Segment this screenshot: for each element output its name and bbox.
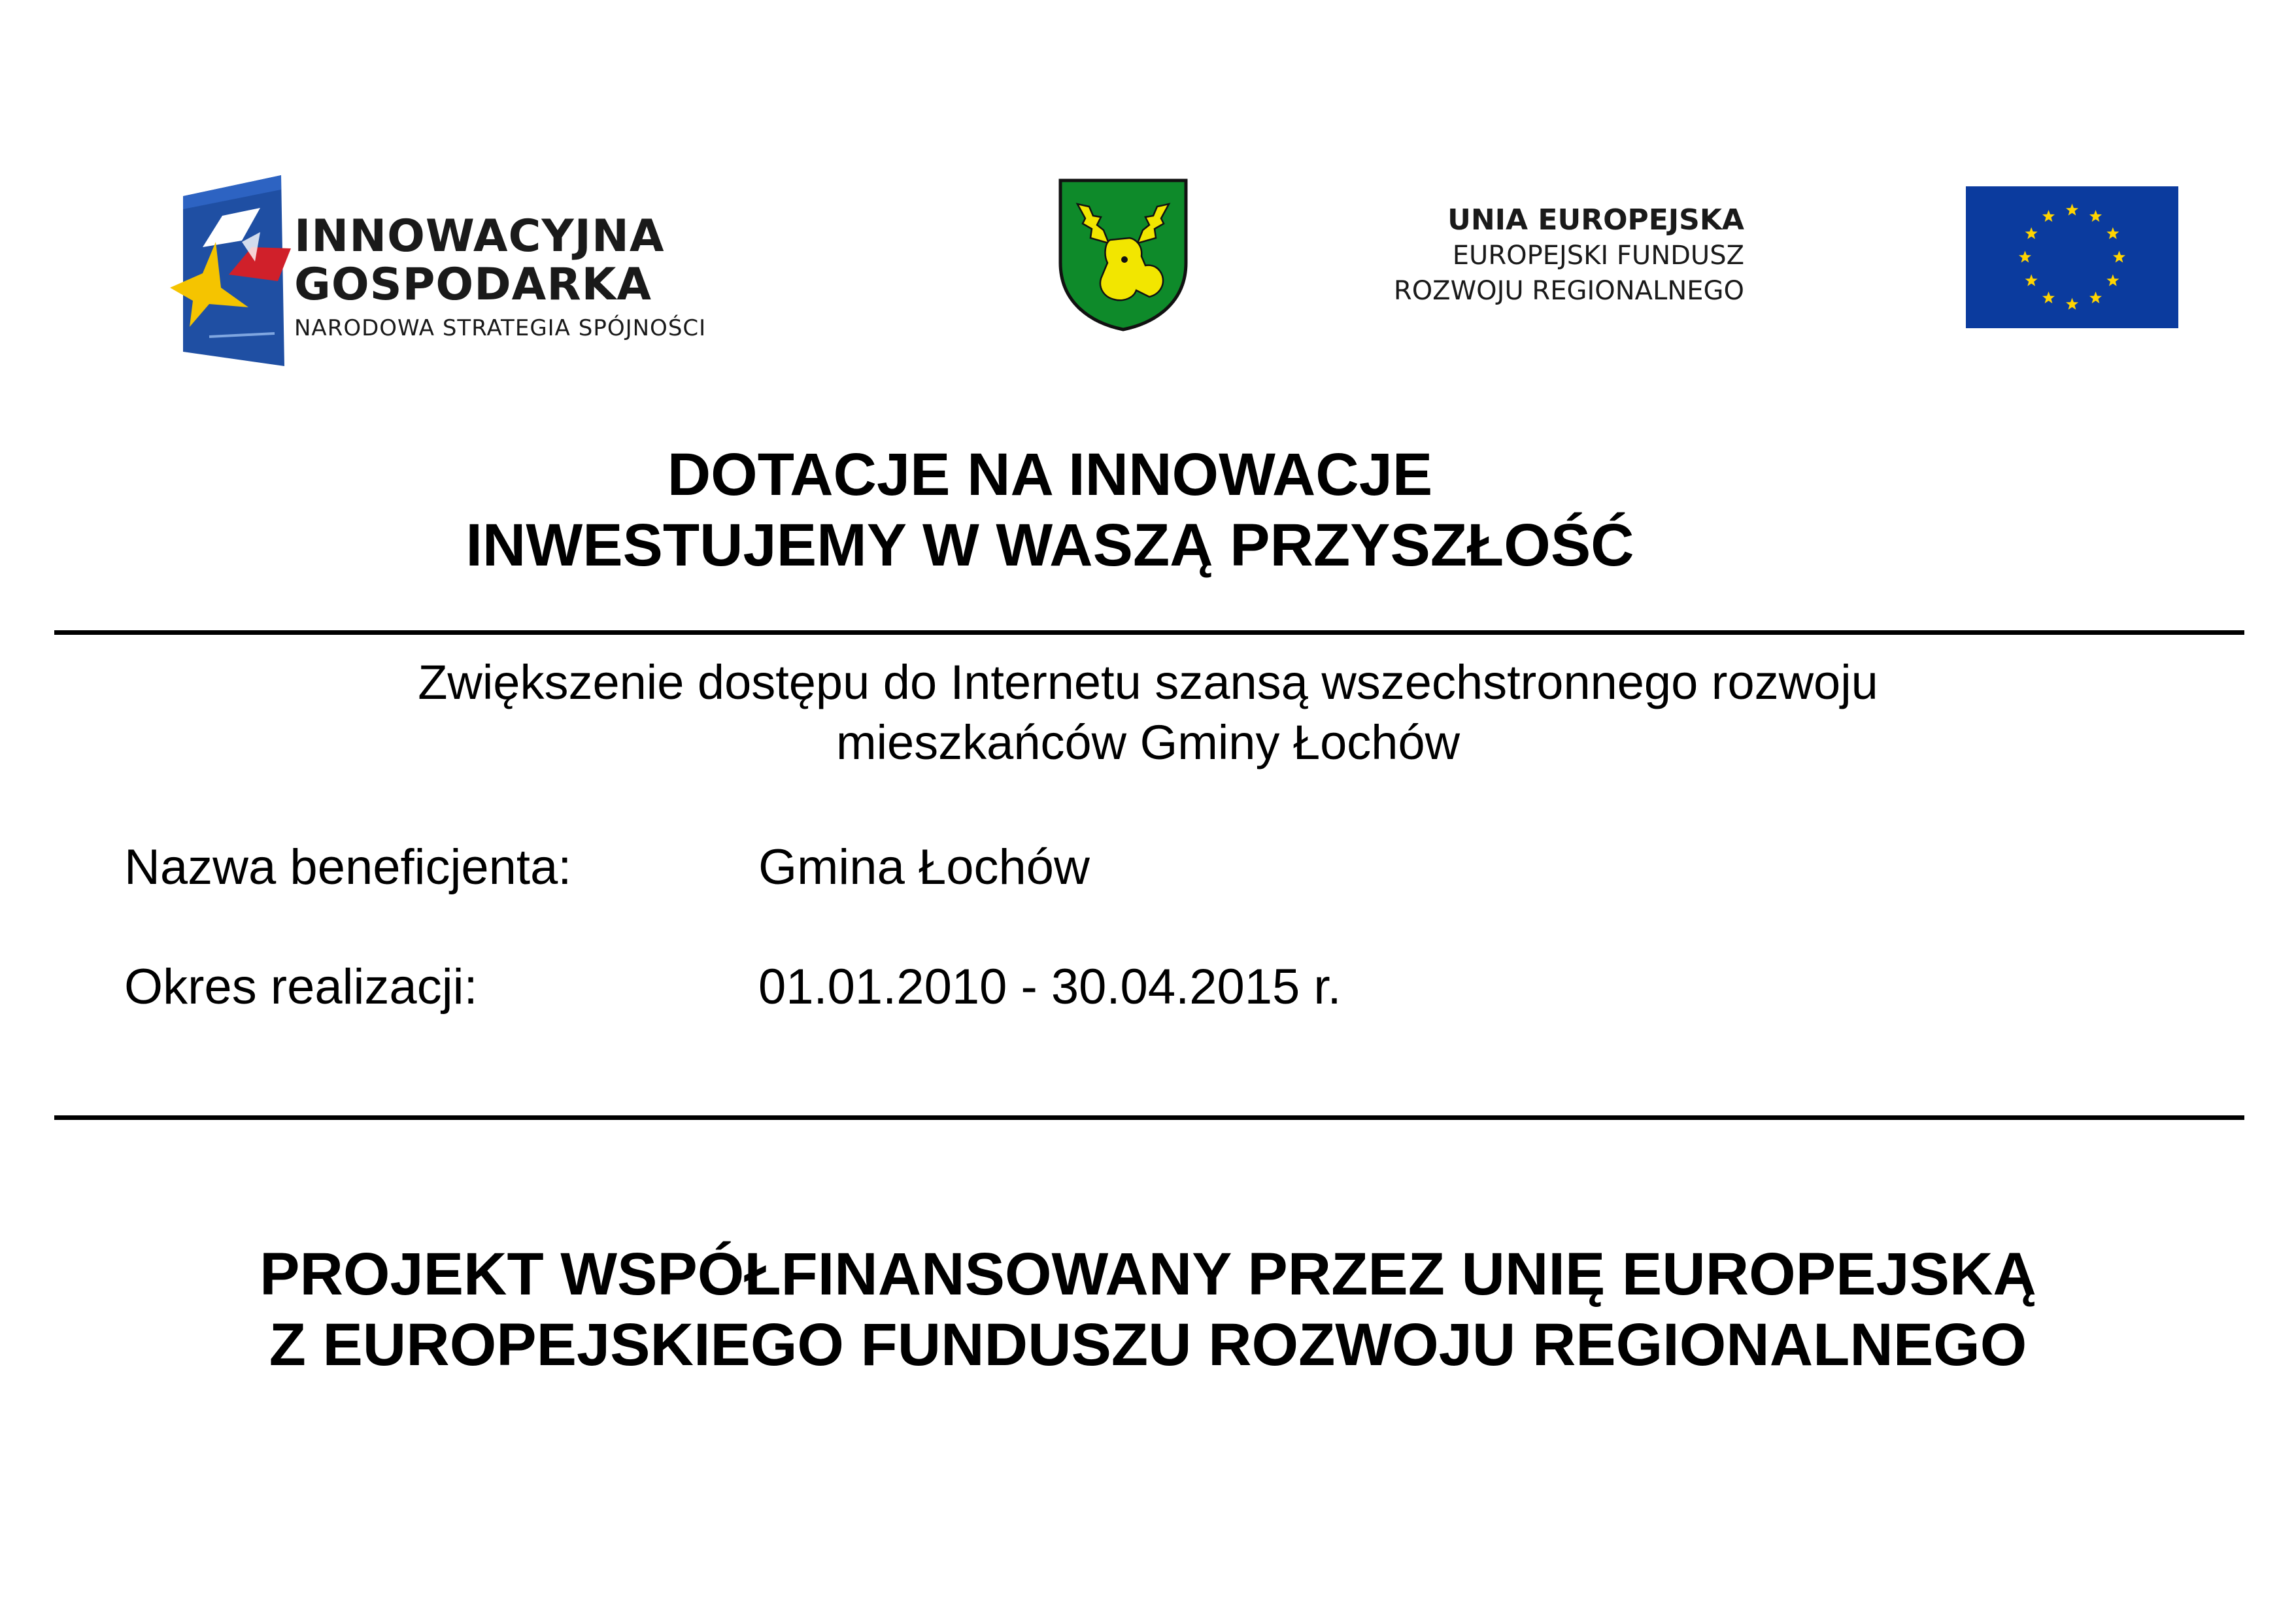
detail-value: Gmina Łochów	[758, 839, 1090, 895]
divider	[54, 630, 2244, 635]
statement-line: PROJEKT WSPÓŁFINANSOWANY PRZEZ UNIĘ EUROPEJSKĄ	[260, 1241, 2036, 1308]
project-title-line: mieszkańców Gminy Łochów	[836, 715, 1460, 770]
logo-text-line: INNOWACYJNA	[294, 211, 665, 262]
project-title	[0, 652, 2296, 773]
detail-value: 01.01.2010 - 30.04.2015 r.	[758, 959, 1342, 1015]
logo-text-line: ROZWOJU REGIONALNEGO	[1393, 276, 1744, 306]
page-title	[0, 439, 2198, 581]
statement-line: Z EUROPEJSKIEGO FUNDUSZU ROZWOJU REGIONALNEGO	[269, 1311, 2027, 1378]
eu-flag-icon	[1966, 186, 2178, 328]
logo-text-line: EUROPEJSKI FUNDUSZ	[1452, 241, 1744, 271]
detail-label: Okres realizacji:	[124, 959, 478, 1015]
project-title-line: Zwiększenie dostępu do Internetu szansą wszechstronnego rozwoju	[418, 655, 1878, 709]
divider	[54, 1115, 2244, 1120]
innowacyjna-gospodarka-text	[294, 212, 706, 345]
heading-line: INWESTUJEMY W WASZĄ PRZYSZŁOŚĆ	[465, 512, 1634, 579]
logo-text-line: UNIA EUROPEJSKA	[1447, 203, 1744, 237]
logo-text-line: GOSPODARKA	[294, 259, 652, 311]
logo-text-subline: NARODOWA STRATEGIA SPÓJNOŚCI	[294, 315, 707, 341]
detail-label: Nazwa beneficjenta:	[124, 839, 572, 895]
unia-europejska-text	[1394, 203, 1744, 309]
coat-of-arms-icon	[1058, 178, 1189, 332]
unia-europejska-logo	[1393, 141, 2203, 376]
heading-line: DOTACJE NA INNOWACJE	[667, 441, 1433, 508]
cofinancing-statement	[0, 1239, 2296, 1380]
innowacyjna-gospodarka-logo	[98, 137, 778, 379]
